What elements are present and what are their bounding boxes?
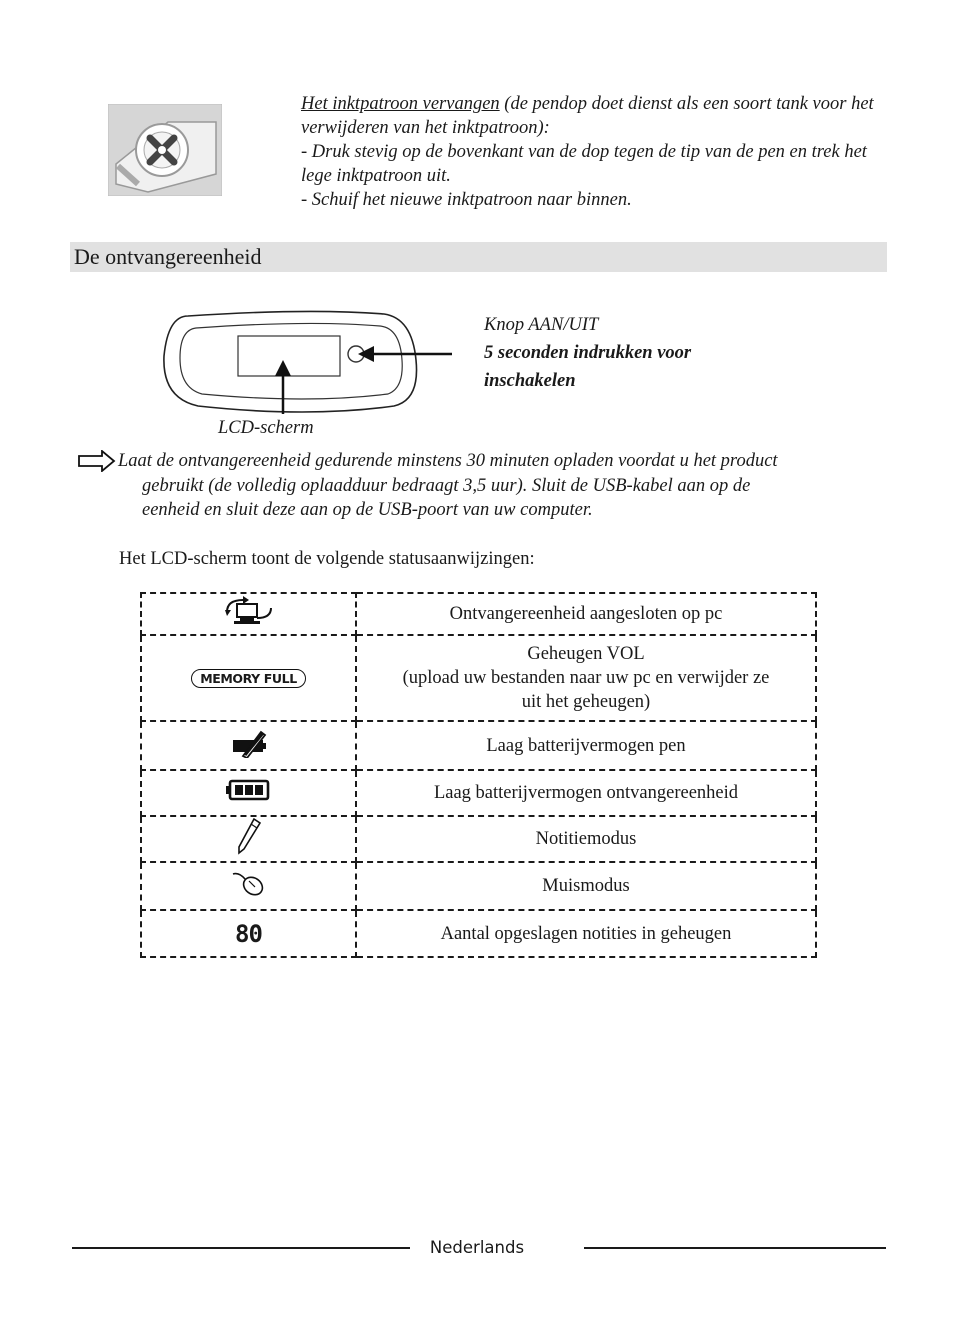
cartridge-intro: (de pendop doet dienst als een soort tank voor het verwijderen van het inktpatroon):	[301, 94, 874, 138]
power-button-label	[484, 311, 691, 395]
status-description: Ontvangereenheid aangesloten op pc	[356, 593, 816, 635]
battery-icon	[226, 779, 272, 801]
status-description: Laag batterijvermogen ontvangereenheid	[356, 770, 816, 816]
table-row	[141, 816, 816, 862]
pc-connected-icon	[223, 596, 275, 626]
note-line-1: Laat de ontvangereenheid gedurende minstens 30 minuten opladen voordat u het product	[118, 451, 778, 471]
note-arrow-icon	[78, 450, 116, 472]
status-description: Aantal opgeslagen notities in geheugen	[356, 910, 816, 957]
pen-low-battery-icon	[229, 728, 269, 758]
table-row	[141, 721, 816, 770]
table-row	[141, 770, 816, 816]
table-row	[141, 862, 816, 910]
power-button-name: Knop AAN/UIT	[484, 315, 599, 335]
charging-note	[118, 449, 888, 523]
cartridge-heading: Het inktpatroon vervangen	[301, 94, 500, 114]
table-row	[141, 635, 816, 721]
pen-cap-image	[108, 104, 222, 196]
status-indicator-table	[140, 592, 817, 958]
note-line-2: gebruikt (de volledig oplaadduur bedraagt 3,5 uur). Sluit de USB-kabel aan op de	[142, 475, 751, 496]
section-title: De ontvangereenheid	[70, 242, 887, 272]
memory-full-icon: MEMORY FULL	[191, 669, 306, 688]
lcd-screen	[238, 336, 340, 376]
receiver-diagram	[158, 306, 458, 426]
lcd-screen-label: LCD-scherm	[218, 418, 314, 438]
footer-language: Nederlands	[429, 1238, 525, 1257]
cartridge-step-2: - Schuif het nieuwe inktpatroon naar binnen.	[301, 190, 632, 210]
status-description: Geheugen VOL (upload uw bestanden naar uw pc en verwijder ze uit het geheugen)	[356, 635, 816, 721]
power-instruction-2: inschakelen	[484, 371, 576, 391]
cartridge-step-1: - Druk stevig op de bovenkant van de dop tegen de tip van de pen en trek het lege inktpatroon uit.	[301, 142, 867, 186]
status-description: Laag batterijvermogen pen	[356, 721, 816, 770]
note-line-3: eenheid en sluit deze aan op de USB-poort van uw computer.	[142, 500, 593, 520]
cartridge-instructions	[301, 92, 901, 212]
status-description: Notitiemodus	[356, 816, 816, 862]
table-row	[141, 910, 816, 957]
mouse-icon	[229, 868, 269, 898]
table-row	[141, 593, 816, 635]
status-intro: Het LCD-scherm toont de volgende statusaanwijzingen:	[119, 549, 535, 569]
digit-counter-icon: 80	[235, 919, 262, 948]
pen-icon	[234, 817, 264, 855]
status-description: Muismodus	[356, 862, 816, 910]
power-instruction-1: 5 seconden indrukken voor	[484, 343, 692, 363]
